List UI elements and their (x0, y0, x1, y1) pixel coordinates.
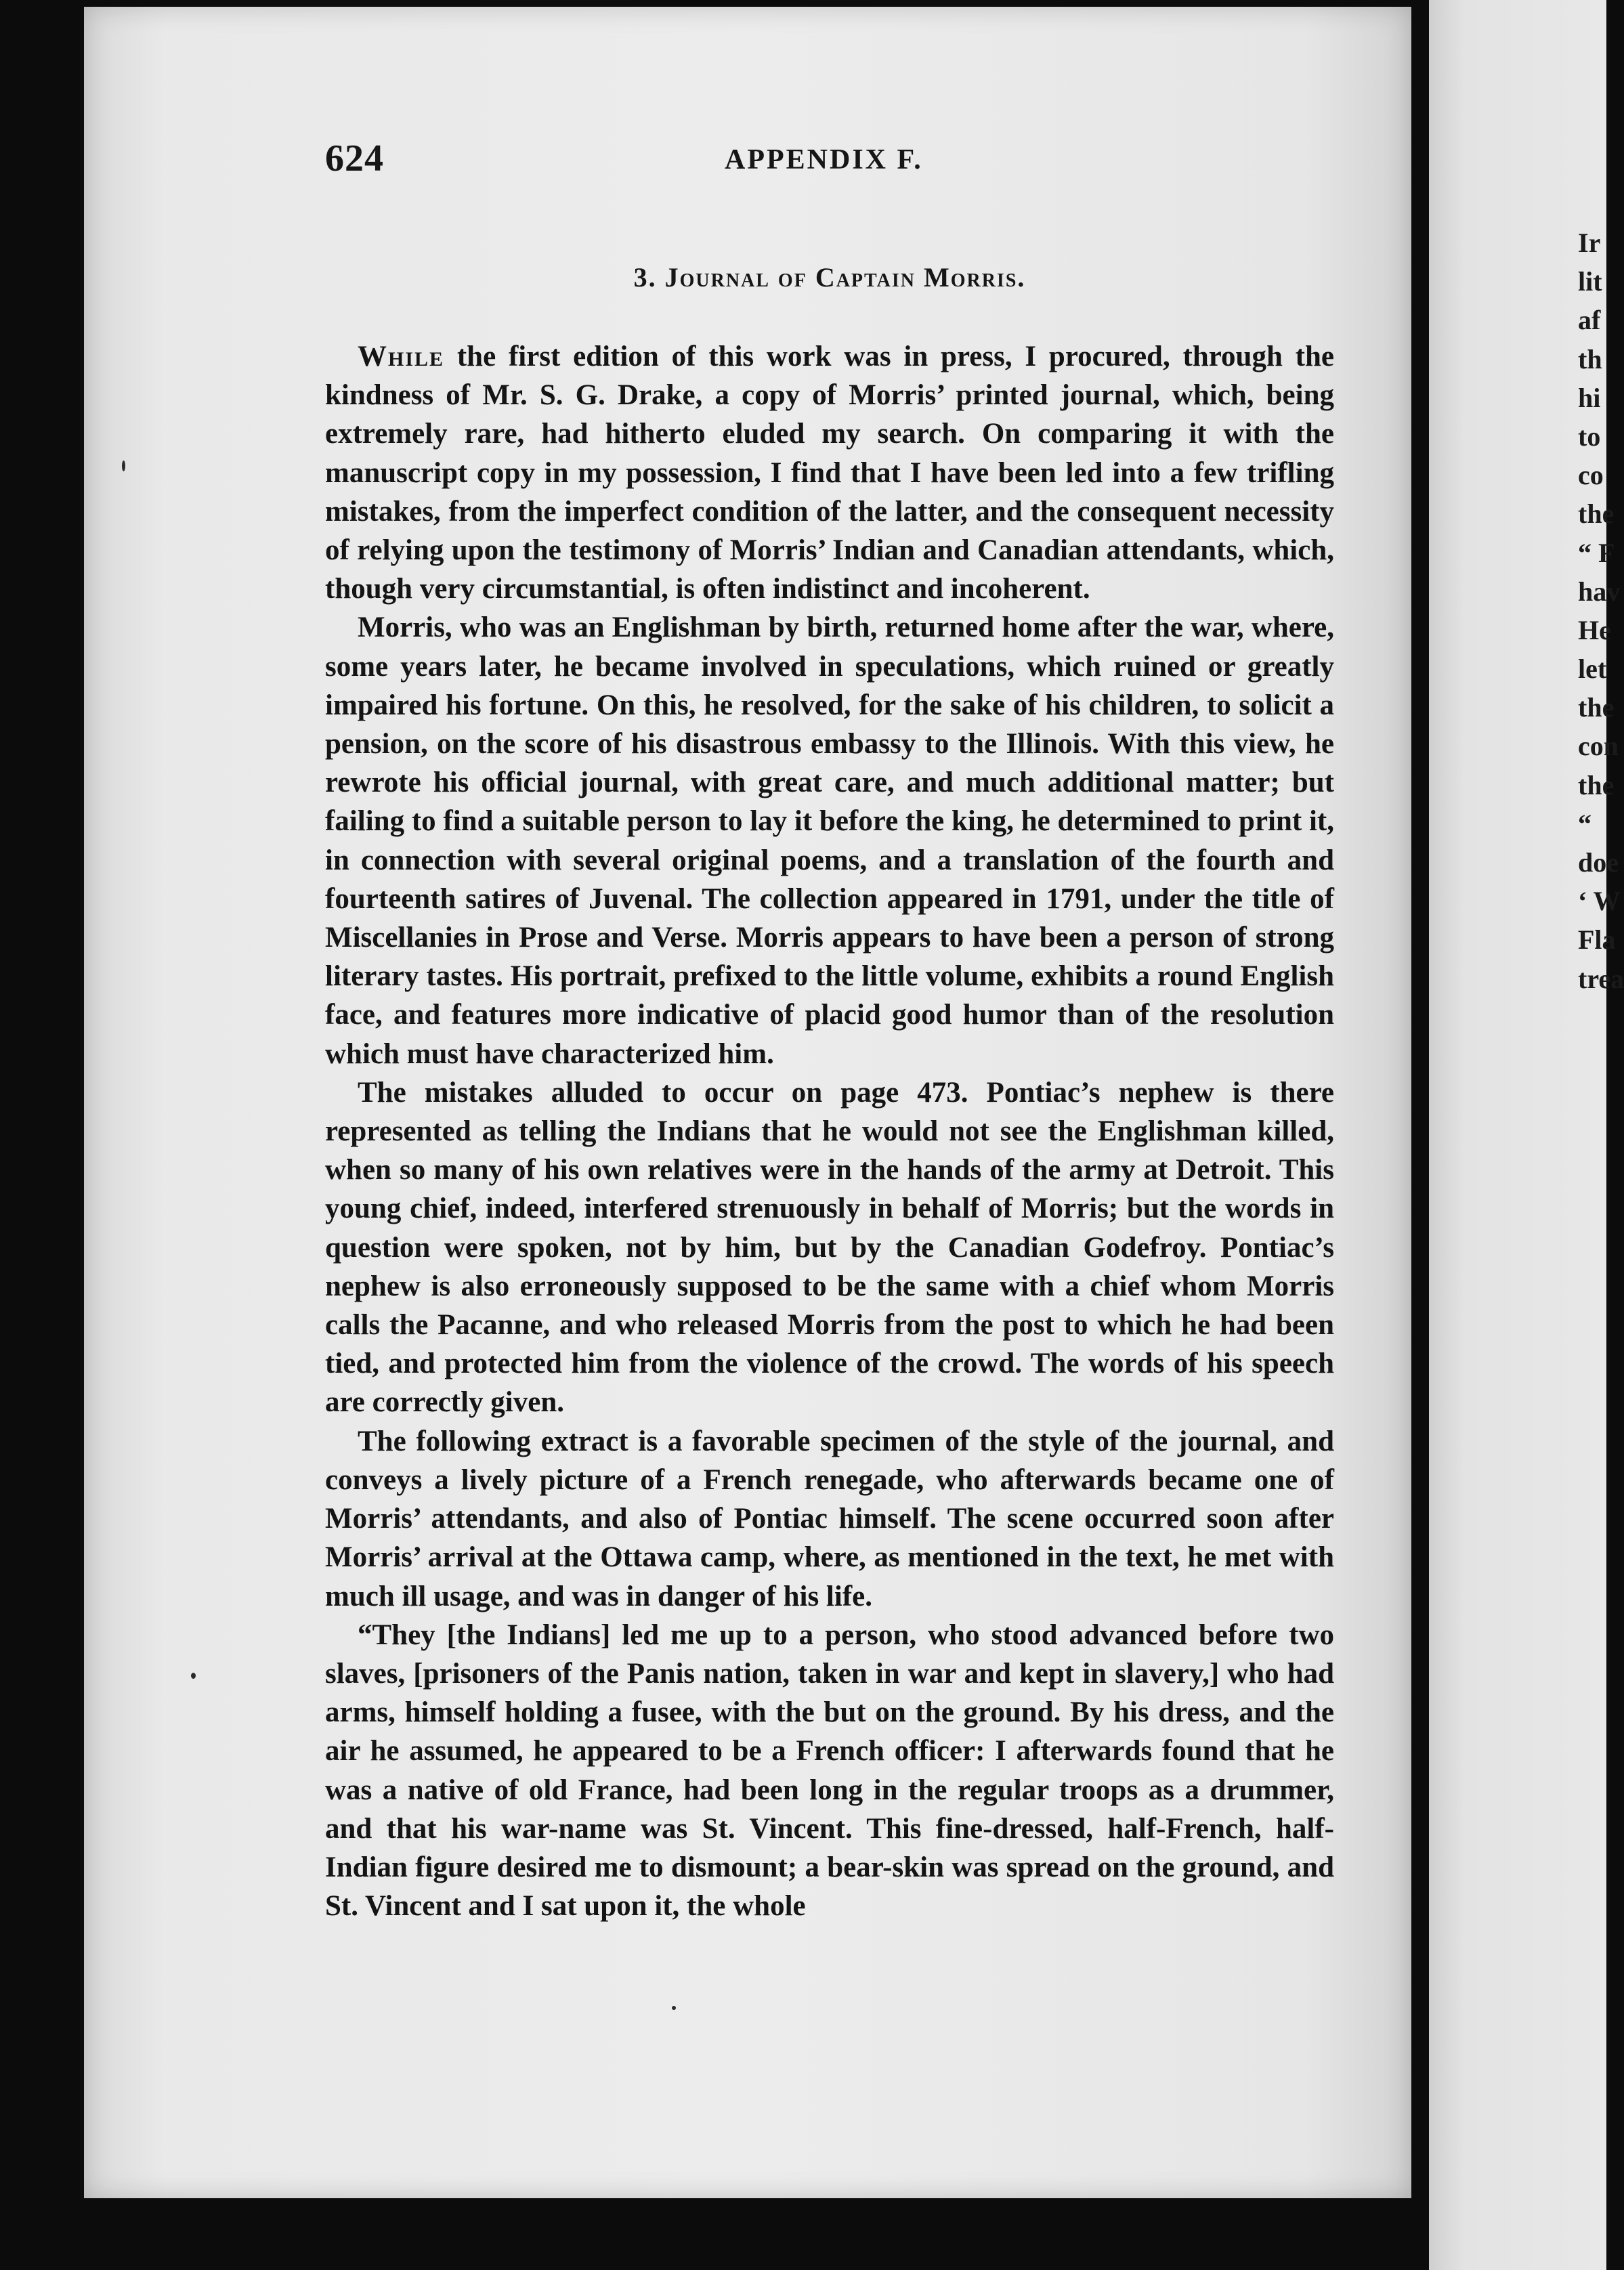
adjacent-page-fragment: th (1578, 343, 1602, 374)
paragraph (325, 608, 1334, 1073)
adjacent-page-fragment: He (1578, 614, 1611, 645)
paragraph (325, 1422, 1334, 1616)
adjacent-page-fragment: ‘ W (1578, 886, 1621, 917)
adjacent-page-fragment: to (1578, 421, 1601, 452)
adjacent-page-fragment: co (1578, 460, 1604, 491)
adjacent-page-fragment: doe (1578, 847, 1619, 878)
paragraph (325, 1073, 1334, 1422)
adjacent-page-fragment: af (1578, 305, 1601, 336)
page-header (325, 137, 1334, 177)
adjacent-page-fragment: “ (1578, 808, 1591, 839)
scan-speck (122, 461, 125, 471)
scan-speck (191, 1673, 196, 1679)
section-title: 3. Journal of Captain Morris. (633, 262, 1026, 293)
adjacent-page-text-fragments (1578, 223, 1624, 998)
running-head: APPENDIX F. (725, 144, 923, 175)
paragraph-text: The mistakes alluded to occur on page 473. Pontiac’s nephew is there represented as telling the Indians that he would not see the Englishman killed, when so many of his own relatives were in the hands of the army at Detroit. This young chief, indeed, interfered strenuously in behalf of Morris; but the words in question were spoken, not by him, but by the Canadian Godefroy. Pontiac’s nephew is also erroneously supposed to be the same with a chief whom Morris calls the Pacanne, and who released Morris from the post to which he had been tied, and protected him from the violence of the crowd. The words of his speech are correctly given. (325, 1076, 1334, 1419)
adjacent-page-fragment: Ir (1578, 228, 1601, 258)
paragraph-text: Morris, who was an Englishman by birth, returned home after the war, where, some years later, he became involved in speculations, which ruined or greatly impaired his fortune. On this, he resolved, for the sake of his children, to solicit a pension, on the score of his disastrous embassy to the Illinois. With this view, he rewrote his official journal, with great care, and much additional matter; but failing to find a suitable person to lay it before the king, he determined to print it, in connection with several original poems, and a translation of the fourth and fourteenth satires of Juvenal. The collection appeared in 1791, under the title of Miscellanies in Prose and Verse. Morris appears to have been a person of strong literary tastes. His portrait, prefixed to the little volume, exhibits a round English face, and features more indicative of placid good humor than of the resolution which must have characterized him. (325, 612, 1334, 1070)
adjacent-page-fragment: “ F (1578, 537, 1615, 568)
paragraph (325, 337, 1334, 608)
adjacent-page-fragment: the (1578, 498, 1615, 530)
adjacent-page-fragment: let (1578, 654, 1607, 685)
adjacent-page-fragment: con (1578, 731, 1619, 762)
page-number: 624 (325, 137, 384, 179)
paragraph-text: “They [the Indians] led me up to a person, who stood advanced before two slaves, [prisoners of the Panis nation, taken in war and kept in slavery,] who had arms, himself holding a fusee, with the but on the ground. By his dress, and the air he assumed, he appeared to be a French officer: I afterwards found that he was a native of old France, had been long in the regular troops as a drummer, and that his war-name was St. Vincent. This fine-dressed, half-French, half-Indian figure desired me to dismount; a bear-skin was spread on the ground, and St. Vincent and I sat upon it, the whole (325, 1619, 1334, 1923)
adjacent-page-fragment: trea (1578, 963, 1624, 994)
paragraph-text: The following extract is a favorable specimen of the style of the journal, and conveys a lively picture of a French renegade, who afterwards became one of Morris’ attendants, and also of Pontiac himself. The scene occurred soon after Morris’ arrival at the Ottawa camp, where, as mentioned in the text, he met with much ill usage, and was in danger of his life. (325, 1425, 1334, 1612)
adjacent-page-fragment: hi (1578, 382, 1601, 413)
adjacent-page-fragment: the (1578, 769, 1615, 800)
adjacent-page-fragment: hav (1578, 576, 1621, 607)
paragraph-lead: While (358, 341, 445, 372)
adjacent-page-fragment: the (1578, 692, 1615, 723)
paragraph-text: the first edition of this work was in press, I procured, through the kindness of Mr. S. G. Drake, a copy of Morris’ printed journal, which, being extremely rare, had hitherto eluded my search. On comparing it with the manuscript copy in my possession, I find that I have been led into a few trifling mistakes, from the imperfect condition of the latter, and the consequent necessity of relying upon the testimony of Morris’ Indian and Canadian attendants, which, though very circumstantial, is often indistinct and incoherent. (325, 341, 1334, 605)
scan-speck (672, 2006, 676, 2010)
paragraph (325, 1616, 1334, 1926)
adjacent-page-fragment: lit (1578, 266, 1602, 297)
adjacent-page-fragment: Fla (1578, 924, 1616, 956)
body-text (325, 337, 1334, 1925)
